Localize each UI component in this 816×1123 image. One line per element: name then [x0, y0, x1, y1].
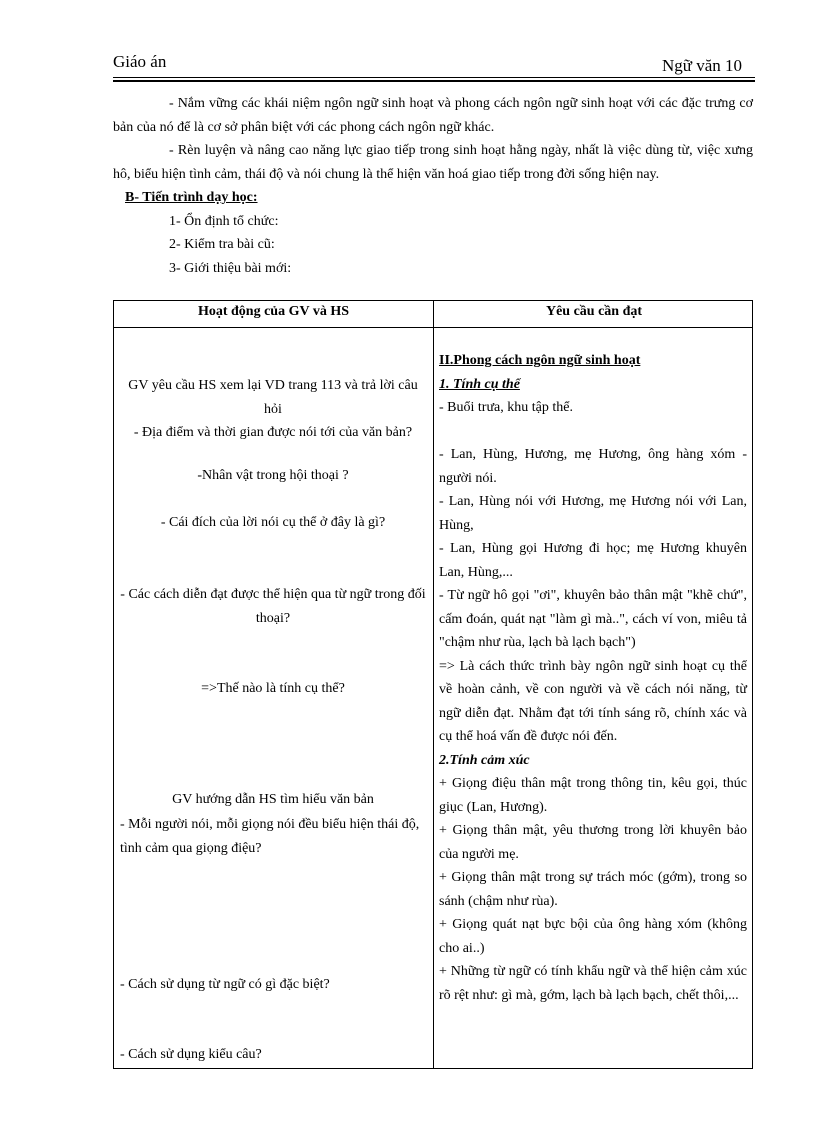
left-question-7: GV hướng dẫn HS tìm hiểu văn bản — [172, 792, 374, 807]
intro-paragraph-2: - Rèn luyện và nâng cao năng lực giao tiếp trong sinh hoạt hằng ngày, nhất là việc dùng từ, việc xưng hô, biểu hiện tình cảm, thái độ và nói chung là thể hiện văn hoá giao tiếp trong đời sống hiện nay. — [113, 143, 753, 182]
header-title-left: Giáo án — [113, 52, 167, 71]
left-question-9: - Cách sử dụng từ ngữ có gì đặc biệt? — [120, 977, 330, 992]
lesson-table — [113, 300, 753, 1069]
table-header-right: Yêu cầu cần đạt — [545, 304, 643, 319]
step-item: 3- Giới thiệu bài mới: — [169, 260, 292, 276]
answer-item: + Giọng quát nạt bực bội của ông hàng xóm (không cho ai..) — [439, 917, 747, 956]
answer-item: + Giọng thân mật, yêu thương trong lời khuyên bảo của người mẹ. — [439, 823, 747, 862]
intro-paragraph-1: - Nắm vững các khái niệm ngôn ngữ sinh hoạt và phong cách ngôn ngữ sinh hoạt với các đặc trưng cơ bản của nó để là cơ sở phân biệt với các phong cách ngôn ngữ khác. — [113, 96, 753, 135]
heading-ii: II.Phong cách ngôn ngữ sinh hoạt — [439, 353, 641, 368]
answer-item: - Từ ngữ hô gọi "ơi", khuyên bảo thân mật "khẽ chứ", cấm đoán, quát nạt "làm gì mà..", cách ví von, miêu tả "chậm như rùa, lạch bà lạch bạch") — [439, 588, 747, 650]
step-item: 1- Ổn định tổ chức: — [169, 213, 279, 229]
intro-section — [113, 92, 753, 280]
answer-item: - Buổi trưa, khu tập thể. — [439, 400, 573, 415]
heading-tinh-cam-xuc: 2.Tính cảm xúc — [439, 752, 530, 768]
step-item: 2- Kiểm tra bài cũ: — [169, 237, 275, 252]
table-divider-header — [114, 327, 752, 328]
answer-item: + Giọng điệu thân mật trong thông tin, kêu gọi, thúc giục (Lan, Hương). — [439, 776, 747, 815]
right-answers — [439, 349, 747, 1007]
left-question-1: GV yêu cầu HS xem lại VD trang 113 và trả lời câu hỏi — [128, 378, 418, 417]
left-question-4: - Cái đích của lời nói cụ thể ở đây là gì? — [160, 515, 386, 530]
section-heading-b: B- Tiến trình dạy học: — [125, 190, 258, 205]
header-rule-thick — [113, 80, 755, 82]
heading-tinh-cu-the: 1. Tính cụ thể — [439, 376, 520, 392]
left-question-10: - Cách sử dụng kiểu câu? — [120, 1047, 262, 1062]
header-title-right: Ngữ văn 10 — [662, 56, 743, 75]
answer-item: + Những từ ngữ có tính khẩu ngữ và thể hiện cảm xúc rõ rệt như: gì mà, gớm, lạch bà lạch bạch, chết thôi,... — [439, 964, 747, 1003]
answer-item: - Lan, Hùng, Hương, mẹ Hương, ông hàng xóm - người nói. — [439, 447, 747, 486]
header-rule — [113, 77, 755, 78]
left-question-6: =>Thế nào là tính cụ thể? — [201, 681, 345, 696]
answer-item: => Là cách thức trình bày ngôn ngữ sinh hoạt cụ thể về hoàn cảnh, về con người và về cách nói năng, từ ngữ diễn đạt. Nhằm đạt tới tính sáng rõ, chính xác và cụ thể hoá vấn đề được nói đến. — [439, 658, 747, 744]
table-divider-vertical — [433, 301, 434, 1068]
answer-item: - Lan, Hùng gọi Hương đi học; mẹ Hương khuyên Lan, Hùng,... — [439, 541, 747, 580]
left-question-8: - Mỗi người nói, mỗi giọng nói đều biểu hiện thái độ, tình cảm qua giọng điệu? — [120, 817, 420, 856]
answer-item: + Giọng thân mật trong sự trách móc (gớm), trong so sánh (chậm như rùa). — [439, 870, 747, 909]
left-question-5: - Các cách diễn đạt được thể hiện qua từ ngữ trong đối thoại? — [120, 587, 426, 626]
answer-item: - Lan, Hùng nói với Hương, mẹ Hương nói với Lan, Hùng, — [439, 494, 747, 533]
left-question-3: -Nhân vật trong hội thoại ? — [197, 468, 349, 483]
table-header-left: Hoạt động của GV và HS — [197, 304, 350, 319]
left-question-2: - Địa điểm và thời gian được nói tới của văn bản? — [133, 425, 413, 440]
blank-line — [439, 420, 747, 444]
